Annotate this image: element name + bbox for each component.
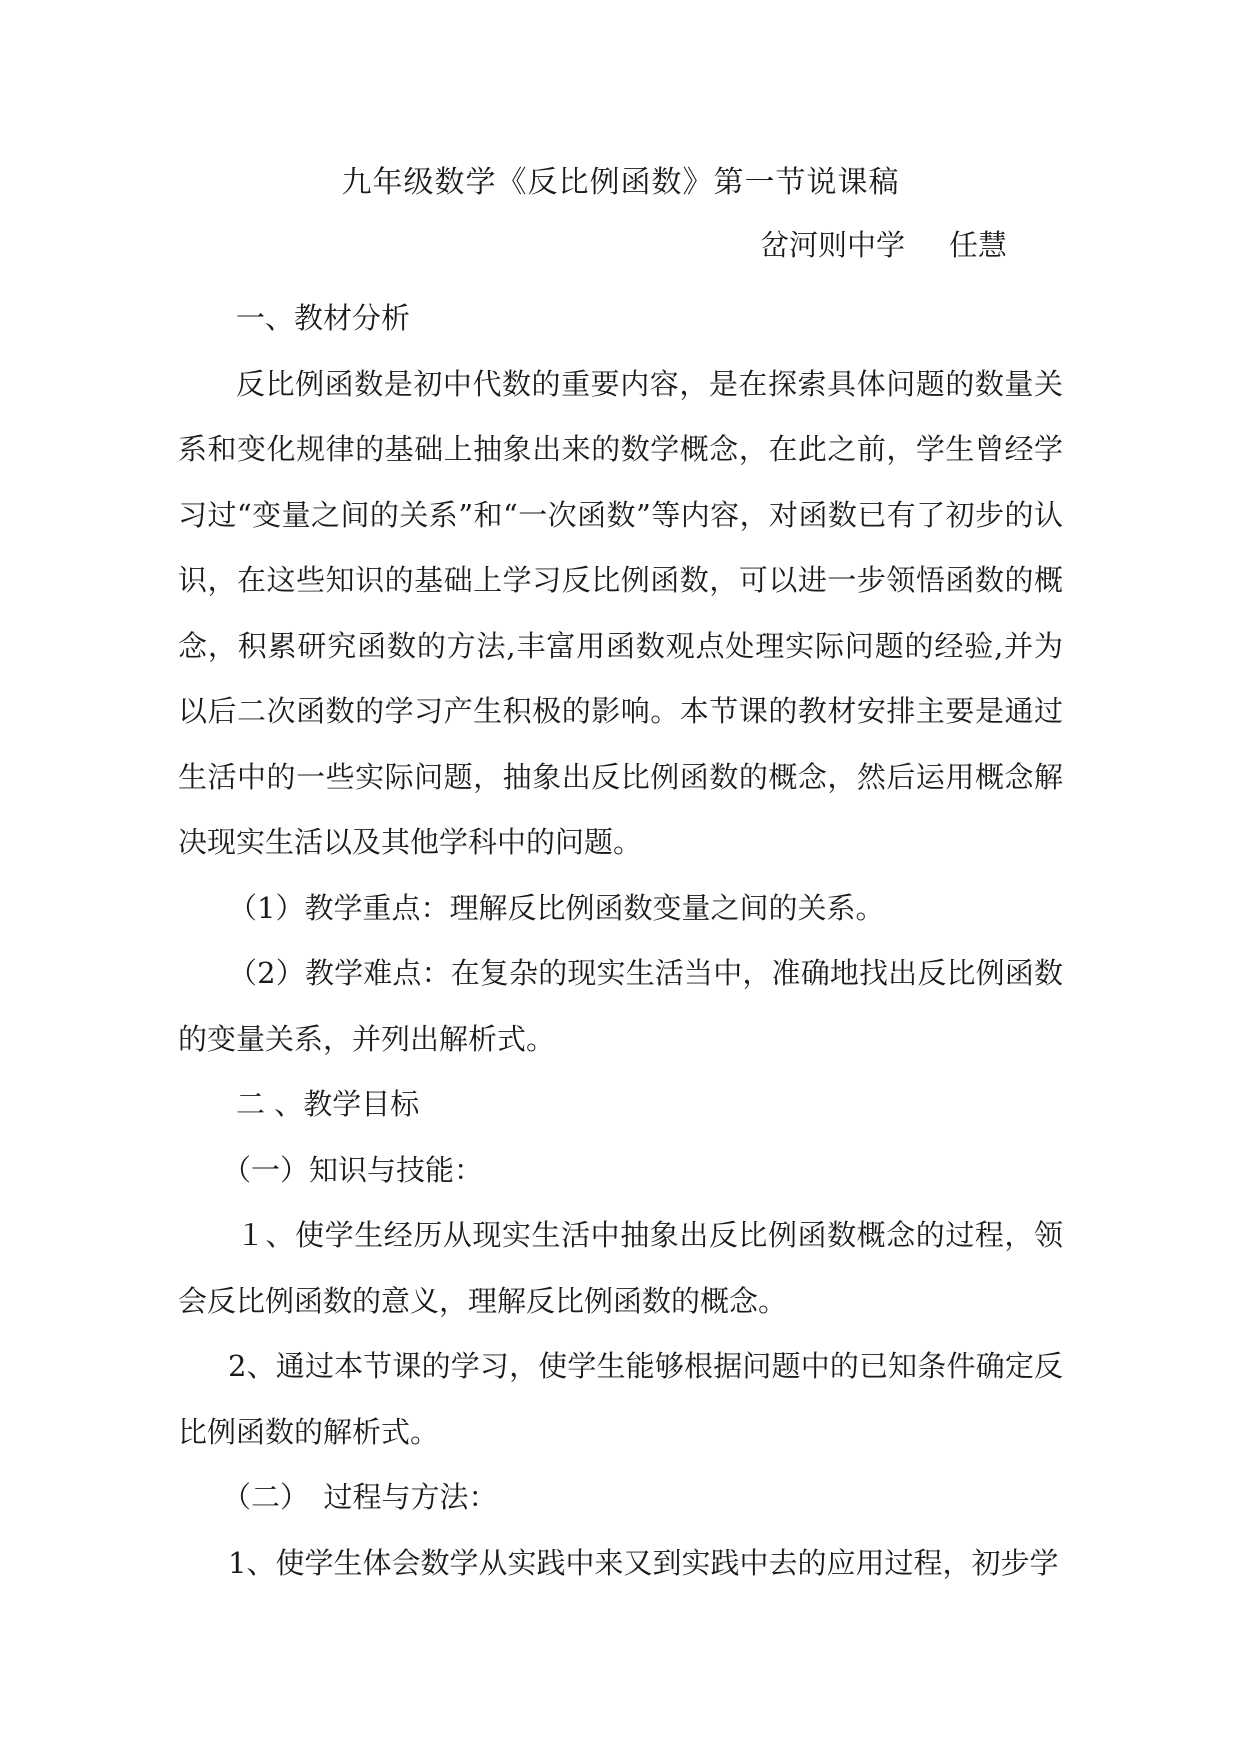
- paragraph-difficult-point: （2）教学难点：在复杂的现实生活当中，准确地找出反比例函数的变量关系，并列出解析式。: [178, 956, 1063, 1056]
- paragraph-key-point: （1）教学重点：理解反比例函数变量之间的关系。: [228, 890, 885, 925]
- list-item-process-1: 1、使学生体会数学从实践中来又到实践中去的应用过程，初步学: [228, 1545, 1059, 1580]
- subsection-heading-process-method: （二） 过程与方法：: [222, 1480, 498, 1514]
- author-school: 岔河则中学: [760, 228, 906, 262]
- author-name: 任慧: [949, 228, 1008, 262]
- list-item-knowledge-2: 2、通过本节课的学习，使学生能够根据问题中的已知条件确定反比例函数的解析式。: [178, 1349, 1063, 1449]
- author-line: [760, 220, 1007, 270]
- section-heading-textbook-analysis: 一、教材分析: [236, 301, 411, 335]
- subsection-heading-knowledge-skills: （一）知识与技能：: [222, 1152, 484, 1187]
- list-item-knowledge-1: １、使学生经历从现实生活中抽象出反比例函数概念的过程，领会反比例函数的意义，理解反比例函数的概念。: [178, 1218, 1063, 1318]
- document-body: [178, 286, 1063, 1596]
- paragraph-textbook-analysis: 反比例函数是初中代数的重要内容，是在探索具体问题的数量关系和变化规律的基础上抽象出来的数学概念，在此之前，学生曾经学习过“变量之间的关系”和“一次函数”等内容，对函数已有了初步的认识，在这些知识的基础上学习反比例函数，可以进一步领悟函数的概念，积累研究函数的方法,丰富用函数观点处理实际问题的经验,并为以后二次函数的学习产生积极的影响。本节课的教材安排主要是通过生活中的一些实际问题，抽象出反比例函数的概念，然后运用概念解决现实生活以及其他学科中的问题。: [178, 366, 1063, 859]
- section-heading-teaching-goals: 二 、教学目标: [236, 1087, 420, 1121]
- document-title: 九年级数学《反比例函数》第一节说课稿: [341, 165, 900, 200]
